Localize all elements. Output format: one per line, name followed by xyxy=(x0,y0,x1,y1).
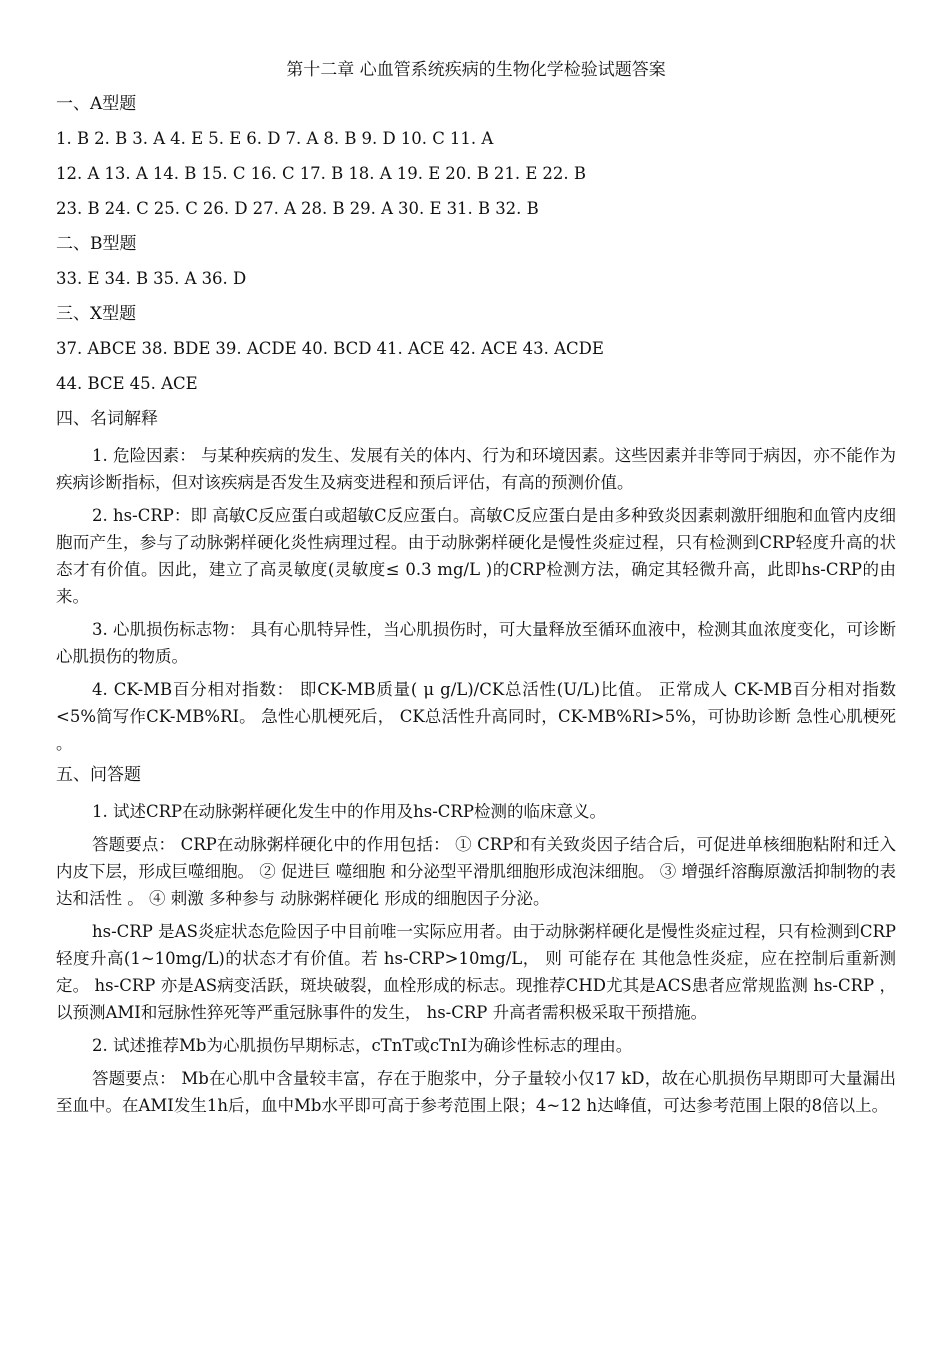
answer-item: 6. D xyxy=(246,129,281,148)
answer-item: 32. B xyxy=(495,199,539,218)
question-1: 1. 试述CRP在动脉粥样硬化发生中的作用及hs-CRP检测的临床意义。 xyxy=(92,802,606,821)
answer-item: 41. ACE xyxy=(376,339,445,358)
answer-item: 1. B xyxy=(56,129,90,148)
answer-sheet xyxy=(56,58,896,1125)
answer-item: 43. ACDE xyxy=(522,339,604,358)
answer-item: 25. C xyxy=(153,199,198,218)
answer-item: 8. B xyxy=(323,129,357,148)
page-title: 第十二章 心血管系统疾病的生物化学检验试题答案 xyxy=(286,60,666,80)
answer-item: 35. A xyxy=(153,269,197,288)
section-terms-heading: 四、名词解释 xyxy=(56,409,158,429)
term-ck-mb-index: 4. CK-MB百分相对指数： 即CK-MB质量( μ g/L)/CK总活性(U/L)比值。 正常成人 CK-MB百分相对指数 <5%简写作CK-MB%RI。 急性心肌梗死后， CK总活性升高同时，CK-MB%RI>5%，可协助诊断 急性心肌梗死 。 xyxy=(56,680,896,753)
answer-item: 18. A xyxy=(348,164,392,183)
answer-row xyxy=(56,197,896,221)
section-a-heading: 一、A型题 xyxy=(56,94,137,114)
answer-item: 10. C xyxy=(400,129,445,148)
answer-item: 9. D xyxy=(361,129,396,148)
section-x-heading: 三、X型题 xyxy=(56,304,137,324)
answer-item: 5. E xyxy=(208,129,242,148)
answer-row xyxy=(56,372,896,396)
answer-item: 14. B xyxy=(152,164,197,183)
answer-item: 20. B xyxy=(445,164,489,183)
answer-item: 28. B xyxy=(301,199,345,218)
answer-item: 30. E xyxy=(398,199,442,218)
answer-item: 3. A xyxy=(132,129,166,148)
section-qa-heading: 五、问答题 xyxy=(56,765,141,785)
answer-item: 38. BDE xyxy=(141,339,211,358)
answer-1-part-2: hs-CRP 是AS炎症状态危险因子中目前唯一实际应用者。由于动脉粥样硬化是慢性炎症过程，只有检测到CRP轻度升高(1~10mg/L)的状态才有价值。若 hs-CRP>10mg/L， 则 可能存在 其他急性炎症，应在控制后重新测定。 hs-CRP 亦是AS病变活跃，斑块破裂，血栓形成的标志。现推荐CHD尤其是ACS患者应常规监测 hs-CRP ，以预测AMI和冠脉性猝死等严重冠脉事件的发生， hs-CRP 升高者需积极采取干预措施。 xyxy=(56,922,896,1022)
answer-item: 7. A xyxy=(285,129,319,148)
section-b-heading: 二、B型题 xyxy=(56,234,137,254)
answer-item: 37. ABCE xyxy=(56,339,137,358)
answer-row xyxy=(56,127,896,151)
answer-item: 22. B xyxy=(542,164,587,183)
answer-item: 12. A xyxy=(56,164,100,183)
answer-row xyxy=(56,337,896,361)
answer-item: 39. ACDE xyxy=(215,339,297,358)
answer-item: 23. B xyxy=(56,199,100,218)
answer-item: 45. ACE xyxy=(129,374,198,393)
answer-item: 17. B xyxy=(299,164,344,183)
answer-item: 4. E xyxy=(170,129,204,148)
answer-item: 26. D xyxy=(202,199,248,218)
term-hs-crp: 2. hs-CRP：即 高敏C反应蛋白或超敏C反应蛋白。高敏C反应蛋白是由多种致炎因素刺激肝细胞和血管内皮细胞而产生，参与了动脉粥样硬化炎性病理过程。由于动脉粥样硬化是慢性炎症过程，只有检测到CRP轻度升高的状态才有价值。因此，建立了高灵敏度(灵敏度≤ 0.3 mg/L )的CRP检测方法，确定其轻微升高，此即hs-CRP的由来。 xyxy=(56,506,896,606)
answer-item: 21. E xyxy=(493,164,538,183)
answer-item: 11. A xyxy=(449,129,494,148)
answer-row xyxy=(56,162,896,186)
term-myocardial-marker: 3. 心肌损伤标志物： 具有心肌特异性，当心肌损伤时，可大量释放至循环血液中，检测其血浓度变化，可诊断心肌损伤的物质。 xyxy=(56,620,896,666)
answer-item: 33. E xyxy=(56,269,100,288)
answer-item: 16. C xyxy=(250,164,295,183)
term-risk-factor: 1. 危险因素： 与某种疾病的发生、发展有关的体内、行为和环境因素。这些因素并非等同于病因，亦不能作为疾病诊断指标，但对该疾病是否发生及病变进程和预后评估，有高的预测价值。 xyxy=(56,446,896,492)
answer-item: 40. BCD xyxy=(301,339,372,358)
answer-item: 15. C xyxy=(201,164,246,183)
answer-item: 44. BCE xyxy=(56,374,125,393)
answer-2-part-1: 答题要点： Mb在心肌中含量较丰富，存在于胞浆中，分子量较小仅17 kD，故在心肌损伤早期即可大量漏出至血中。在AMI发生1h后，血中Mb水平即可高于参考范围上限；4~12 h达峰值，可达参考范围上限的8倍以上。 xyxy=(56,1069,896,1115)
answer-item: 27. A xyxy=(252,199,296,218)
answer-item: 31. B xyxy=(446,199,491,218)
answer-item: 29. A xyxy=(349,199,394,218)
answer-item: 36. D xyxy=(201,269,247,288)
answer-item: 19. E xyxy=(396,164,441,183)
answer-row xyxy=(56,267,896,291)
answer-item: 24. C xyxy=(104,199,149,218)
answer-item: 34. B xyxy=(104,269,149,288)
answer-item: 13. A xyxy=(104,164,148,183)
question-2: 2. 试述推荐Mb为心肌损伤早期标志，cTnT或cTnI为确诊性标志的理由。 xyxy=(92,1036,633,1055)
answer-item: 2. B xyxy=(94,129,128,148)
answer-item: 42. ACE xyxy=(449,339,518,358)
answer-1-part-1: 答题要点： CRP在动脉粥样硬化中的作用包括： ① CRP和有关致炎因子结合后，可促进单核细胞粘附和迁入内皮下层，形成巨噬细胞。 ② 促进巨 噬细胞 和分泌型平滑肌细胞形成泡沫细胞。 ③ 增强纤溶酶原激活抑制物的表达和活性 。 ④ 刺激 多种参与 动脉粥样硬化 形成的细胞因子分泌。 xyxy=(56,835,896,908)
